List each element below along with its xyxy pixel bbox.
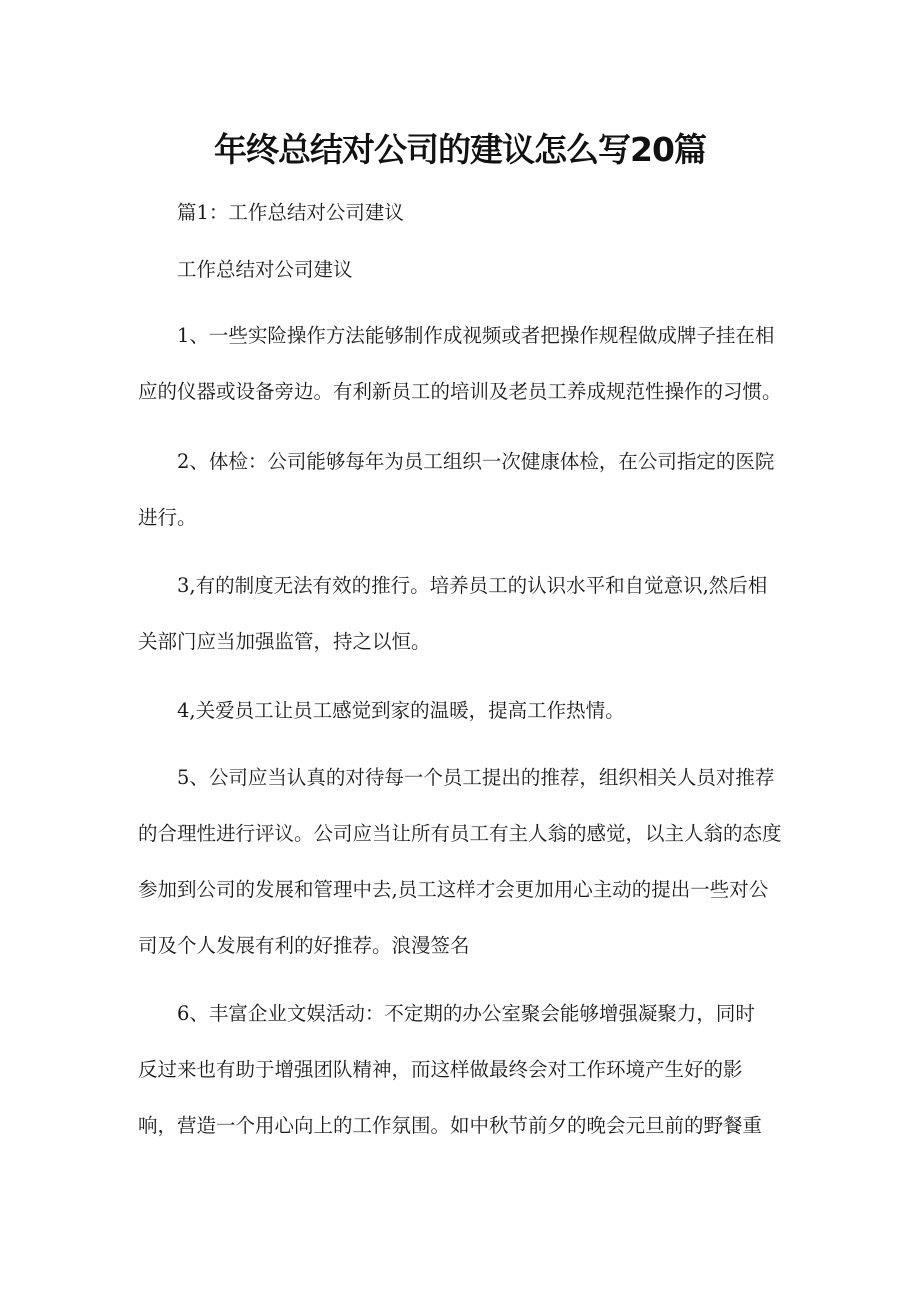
paragraph-line: 反过来也有助于增强团队精神，而这样做最终会对工作环境产生好的影 (138, 1058, 743, 1081)
paragraph-line: 参加到公司的发展和管理中去,员工这样才会更加用心主动的提出一些对公 (138, 878, 769, 901)
paragraph-line: 4,关爱员工让员工感觉到家的温暖，提高工作热情。 (177, 699, 625, 722)
paragraph-line: 响，营造一个用心向上的工作氛围。如中秋节前夕的晚会元旦前的野餐重 (138, 1114, 763, 1137)
paragraph-line: 关部门应当加强监管，持之以恒。 (138, 630, 431, 653)
section-subtitle: 工作总结对公司建议 (177, 258, 353, 281)
paragraph-line: 进行。 (138, 506, 197, 529)
paragraph-line: 3,有的制度无法有效的推行。培养员工的认识水平和自觉意识,然后相 (177, 574, 768, 597)
paragraph-line: 1、一些实险操作方法能够制作成视频或者把操作规程做成牌子挂在相 (177, 324, 775, 347)
paragraph-line: 司及个人发展有利的好推荐。浪漫签名 (138, 934, 470, 957)
paragraph-line: 2、体检：公司能够每年为员工组织一次健康体检，在公司指定的医院 (177, 450, 775, 473)
paragraph-line: 5、公司应当认真的对待每一个员工提出的推荐，组织相关人员对推荐 (177, 766, 775, 789)
section-heading: 篇1：工作总结对公司建议 (177, 201, 404, 224)
document-title: 年终总结对公司的建议怎么写20篇 (214, 130, 706, 169)
paragraph-line: 6、丰富企业文娱活动：不定期的办公室聚会能够增强凝聚力，同时 (177, 1002, 755, 1025)
paragraph-line: 应的仪器或设备旁边。有利新员工的培训及老员工养成规范性操作的习惯。 (138, 380, 782, 403)
paragraph-line: 的合理性进行评议。公司应当让所有员工有主人翁的感觉，以主人翁的态度 (138, 822, 782, 845)
